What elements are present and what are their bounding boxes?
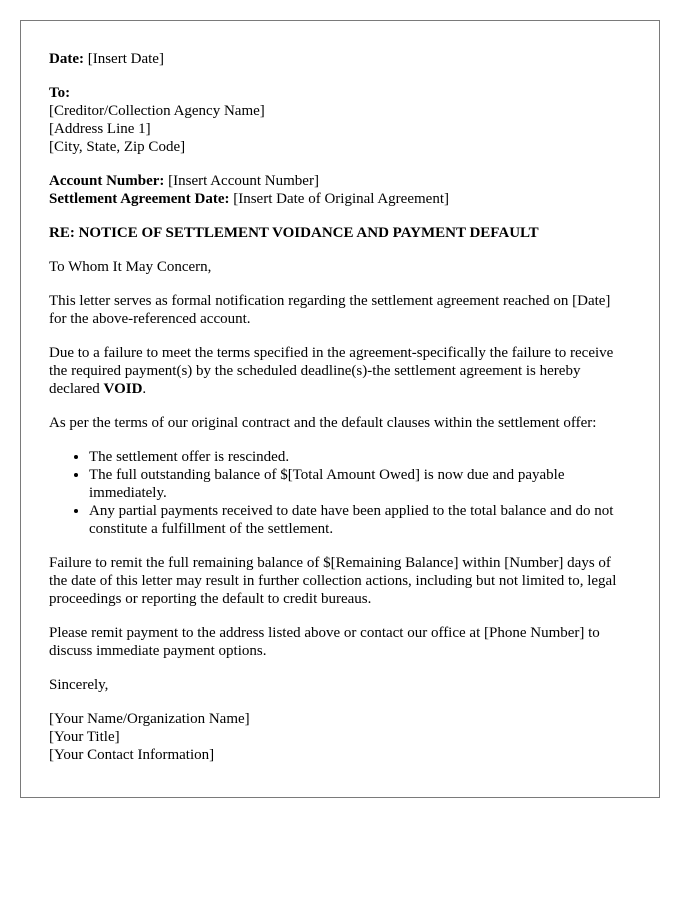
date-value: [Insert Date]: [87, 51, 164, 67]
account-number-line: [49, 172, 631, 190]
signature-block: [49, 710, 631, 764]
signature-title: [Your Title]: [49, 729, 120, 745]
account-block: [49, 172, 631, 208]
salutation: To Whom It May Concern,: [49, 259, 212, 275]
paragraph-void-text: Due to a failure to meet the terms specified in the agreement-specifically the failure to receive the required payment(s) by the scheduled deadline(s)-the settlement agreement is hereby declared: [49, 345, 614, 397]
signature-name: [Your Name/Organization Name]: [49, 711, 250, 727]
recipient-city-state-zip: [City, State, Zip Code]: [49, 139, 186, 155]
date-label: Date:: [49, 51, 84, 67]
closing: Sincerely,: [49, 677, 109, 693]
recipient-address-line: [Address Line 1]: [49, 121, 151, 137]
void-emphasis: VOID: [103, 381, 143, 397]
paragraph-failure: Failure to remit the full remaining balance of $[Remaining Balance] within [Number] days of the date of this letter may result in further collection actions, including but not limited to, legal proceedings or reporting the default to credit bureaus.: [49, 555, 617, 607]
list-item: • The settlement offer is rescinded.: [89, 448, 631, 466]
agreement-date-value: [Insert Date of Original Agreement]: [233, 191, 449, 207]
paragraph-void: [49, 344, 631, 398]
signature-contact: [Your Contact Information]: [49, 747, 215, 763]
subject-line: RE: NOTICE OF SETTLEMENT VOIDANCE AND PAYMENT DEFAULT: [49, 225, 539, 241]
paragraph-terms-intro: As per the terms of our original contract and the default clauses within the settlement offer:: [49, 415, 597, 431]
paragraph-remit: Please remit payment to the address listed above or contact our office at [Phone Number] to discuss immediate payment options.: [49, 625, 600, 659]
paragraph-void-end: .: [142, 381, 147, 397]
account-number-label: Account Number:: [49, 173, 165, 189]
paragraph-notification: This letter serves as formal notification regarding the settlement agreement reached on [Date] for the above-referenced account.: [49, 293, 611, 327]
date-block: [49, 50, 631, 68]
account-number-value: [Insert Account Number]: [168, 173, 319, 189]
terms-list: [49, 448, 631, 538]
to-label: To:: [49, 85, 71, 101]
recipient-name: [Creditor/Collection Agency Name]: [49, 103, 265, 119]
agreement-date-line: [49, 190, 631, 208]
list-item: • The full outstanding balance of $[Total Amount Owed] is now due and payable immediately.: [89, 466, 631, 502]
list-item: • Any partial payments received to date have been applied to the total balance and do not constitute a fulfillment of the settlement.: [89, 502, 631, 538]
agreement-date-label: Settlement Agreement Date:: [49, 191, 230, 207]
recipient-block: [49, 84, 631, 156]
letter-document: [20, 20, 660, 798]
